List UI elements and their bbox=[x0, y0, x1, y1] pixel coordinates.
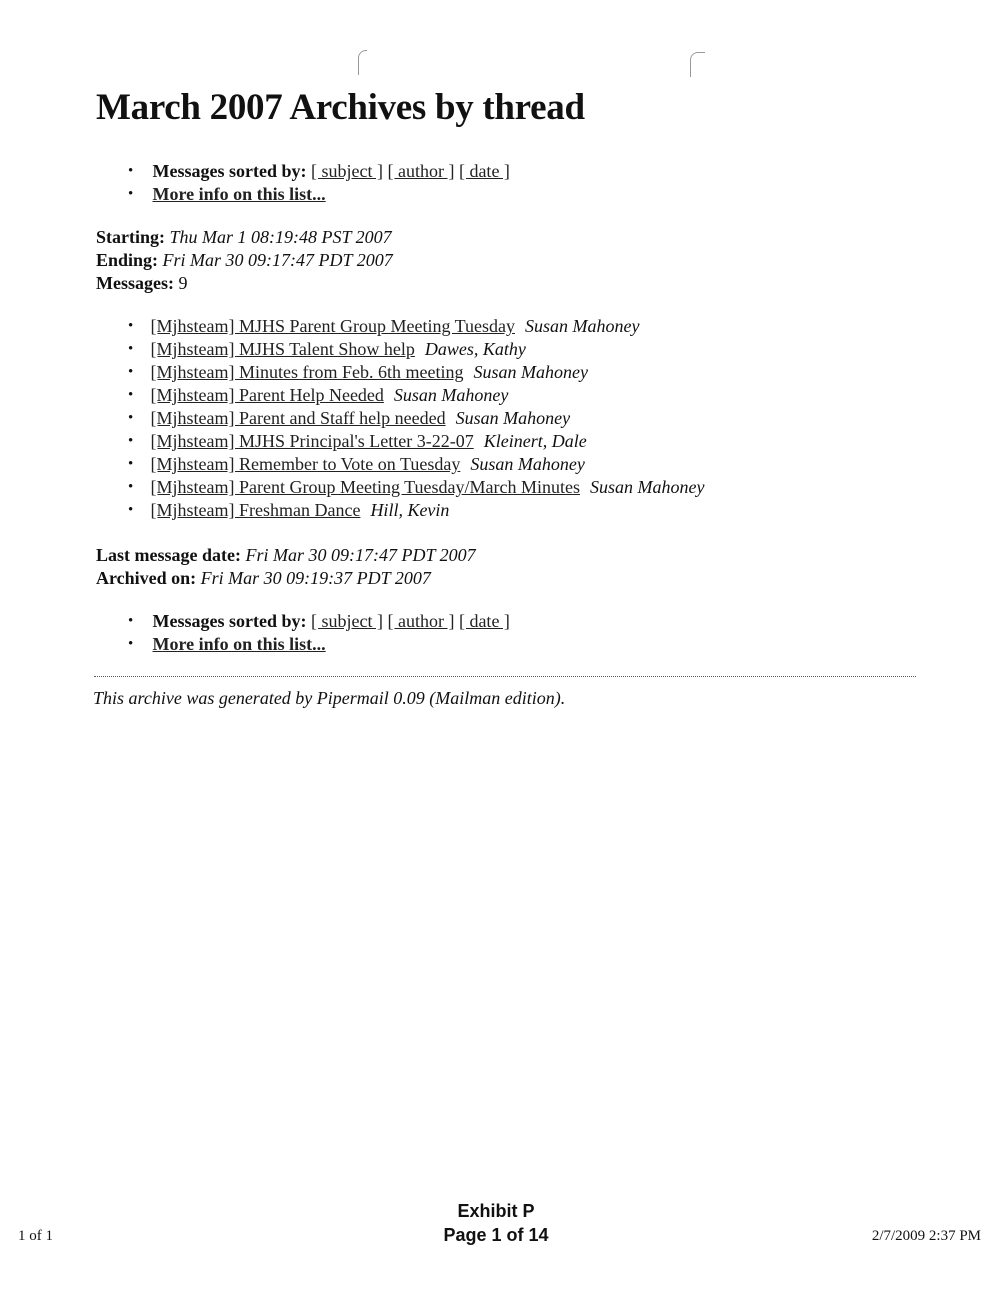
starting-value: Thu Mar 1 08:19:48 PST 2007 bbox=[169, 227, 392, 247]
more-info-item bbox=[128, 183, 510, 206]
sort-by-date-link[interactable]: [ date ] bbox=[458, 611, 510, 631]
sort-by-date-link[interactable]: [ date ] bbox=[458, 161, 510, 181]
bottom-navigation bbox=[128, 610, 510, 656]
print-page-count: 1 of 1 bbox=[18, 1228, 53, 1244]
thread-author: Susan Mahoney bbox=[589, 477, 705, 497]
messages-label: Messages: bbox=[96, 273, 174, 293]
ending-value: Fri Mar 30 09:17:47 PDT 2007 bbox=[162, 250, 393, 270]
thread-author: Susan Mahoney bbox=[473, 362, 588, 382]
thread-list bbox=[128, 315, 704, 522]
starting-row bbox=[96, 226, 393, 249]
last-message-row bbox=[96, 544, 476, 567]
sorted-by-label: Messages sorted by: bbox=[152, 611, 307, 631]
thread-subject-link[interactable]: [Mjhsteam] MJHS Talent Show help bbox=[150, 339, 415, 359]
sort-links bbox=[128, 160, 510, 183]
archive-info bbox=[96, 544, 476, 590]
ending-label: Ending: bbox=[96, 250, 159, 270]
list-item bbox=[128, 476, 704, 499]
starting-label: Starting: bbox=[96, 227, 165, 247]
archived-on-value: Fri Mar 30 09:19:37 PDT 2007 bbox=[200, 568, 431, 588]
thread-subject-link[interactable]: [Mjhsteam] Parent Help Needed bbox=[150, 385, 384, 405]
thread-author: Dawes, Kathy bbox=[424, 339, 526, 359]
sort-by-author-link[interactable]: [ author ] bbox=[387, 611, 455, 631]
list-item bbox=[128, 361, 704, 384]
exhibit-label: Exhibit P bbox=[457, 1201, 535, 1221]
thread-author: Susan Mahoney bbox=[524, 316, 640, 336]
exhibit-stamp bbox=[0, 1199, 992, 1247]
messages-count: 9 bbox=[178, 273, 188, 293]
thread-author: Kleinert, Dale bbox=[483, 431, 587, 451]
thread-subject-link[interactable]: [Mjhsteam] MJHS Principal's Letter 3-22-07 bbox=[150, 431, 474, 451]
list-item bbox=[128, 315, 704, 338]
last-message-value: Fri Mar 30 09:17:47 PDT 2007 bbox=[245, 545, 476, 565]
sort-by-subject-link[interactable]: [ subject ] bbox=[310, 161, 383, 181]
scan-mark bbox=[358, 50, 367, 75]
last-message-label: Last message date: bbox=[96, 545, 241, 565]
more-info-link[interactable]: More info on this list... bbox=[152, 184, 326, 204]
sorted-by-label: Messages sorted by: bbox=[152, 161, 307, 181]
thread-author: Hill, Kevin bbox=[370, 500, 450, 520]
ending-row bbox=[96, 249, 393, 272]
thread-subject-link[interactable]: [Mjhsteam] Freshman Dance bbox=[150, 500, 361, 520]
print-timestamp: 2/7/2009 2:37 PM bbox=[871, 1228, 981, 1244]
thread-subject-link[interactable]: [Mjhsteam] Parent Group Meeting Tuesday/March Minutes bbox=[150, 477, 580, 497]
more-info-link[interactable]: More info on this list... bbox=[152, 634, 326, 654]
generator-note: This archive was generated by Pipermail 0.09 (Mailman edition). bbox=[93, 688, 566, 708]
list-item bbox=[128, 407, 704, 430]
top-navigation bbox=[128, 160, 510, 206]
sort-by-author-link[interactable]: [ author ] bbox=[387, 161, 455, 181]
thread-author: Susan Mahoney bbox=[455, 408, 571, 428]
scan-mark bbox=[690, 52, 705, 77]
thread-subject-link[interactable]: [Mjhsteam] MJHS Parent Group Meeting Tuesday bbox=[150, 316, 515, 336]
archive-range bbox=[96, 226, 393, 295]
thread-author: Susan Mahoney bbox=[470, 454, 585, 474]
thread-subject-link[interactable]: [Mjhsteam] Remember to Vote on Tuesday bbox=[150, 454, 461, 474]
more-info-item bbox=[128, 633, 510, 656]
exhibit-page-number: Page 1 of 14 bbox=[443, 1225, 549, 1245]
sort-links bbox=[128, 610, 510, 633]
divider bbox=[94, 676, 916, 677]
sort-by-subject-link[interactable]: [ subject ] bbox=[310, 611, 383, 631]
list-item bbox=[128, 338, 704, 361]
messages-row bbox=[96, 272, 393, 295]
thread-subject-link[interactable]: [Mjhsteam] Minutes from Feb. 6th meeting bbox=[150, 362, 464, 382]
archived-on-row bbox=[96, 567, 476, 590]
list-item bbox=[128, 499, 704, 522]
thread-author: Susan Mahoney bbox=[393, 385, 509, 405]
list-item bbox=[128, 453, 704, 476]
list-item bbox=[128, 384, 704, 407]
thread-subject-link[interactable]: [Mjhsteam] Parent and Staff help needed bbox=[150, 408, 446, 428]
archived-on-label: Archived on: bbox=[96, 568, 197, 588]
page-title: March 2007 Archives by thread bbox=[96, 87, 585, 128]
list-item bbox=[128, 430, 704, 453]
